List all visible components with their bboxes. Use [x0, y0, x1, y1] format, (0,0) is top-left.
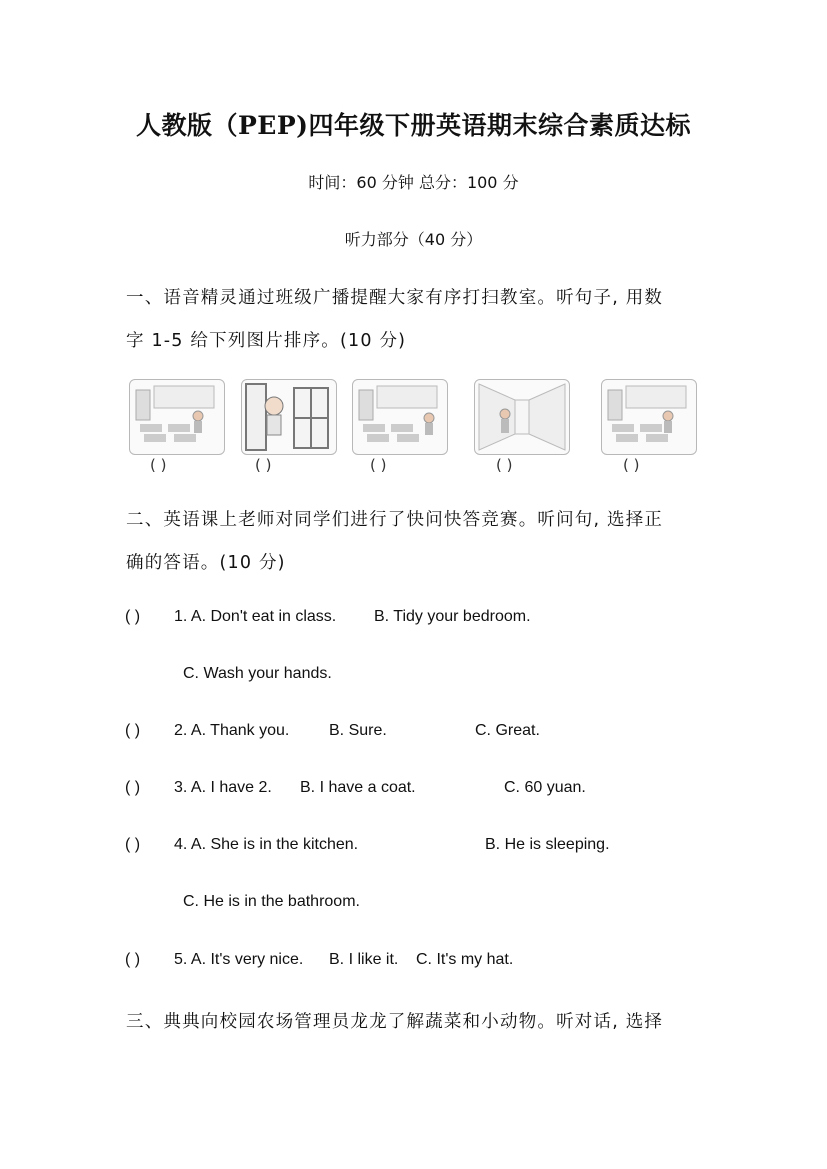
section2-instruction-line1: 二、英语课上老师对同学们进行了快问快答竞赛。听问句, 选择正 — [126, 510, 664, 530]
section1-instruction-line1: 一、语音精灵通过班级广播提醒大家有序打扫教室。听句子, 用数 — [126, 288, 664, 308]
listening-part-heading: 听力部分（40 分） — [344, 230, 483, 249]
classroom-picture-3 — [352, 379, 448, 455]
door-picture-2 — [241, 379, 337, 455]
question-2-option-b: B. Sure. — [329, 722, 387, 739]
classroom-picture-5 — [601, 379, 697, 455]
question-5-blank[interactable]: ( ) — [125, 951, 141, 968]
question-4-blank[interactable]: ( ) — [125, 836, 141, 853]
question-1-option-b: B. Tidy your bedroom. — [374, 608, 531, 625]
question-3-option-c: C. 60 yuan. — [504, 779, 586, 796]
answer-blank-4[interactable]: ( ) — [496, 456, 513, 474]
answer-blank-3[interactable]: ( ) — [370, 456, 387, 474]
classroom-picture-1 — [129, 379, 225, 455]
page-title: 人教版（PEP)四年级下册英语期末综合素质达标 — [136, 111, 691, 140]
question-2-option-c: C. Great. — [475, 722, 540, 739]
section1-instruction-line2: 字 1-5 给下列图片排序。(10 分) — [126, 331, 407, 351]
question-4-option-a: 4. A. She is in the kitchen. — [174, 836, 359, 853]
answer-blank-1[interactable]: ( ) — [150, 456, 167, 474]
section3-instruction-line1: 三、典典向校园农场管理员龙龙了解蔬菜和小动物。听对话, 选择 — [126, 1012, 664, 1032]
section2-instruction-line2: 确的答语。(10 分) — [126, 553, 286, 573]
hallway-picture-4 — [474, 379, 570, 455]
time-score: 时间：60 分钟 总分：100 分 — [308, 173, 519, 192]
question-5-option-a: 5. A. It's very nice. — [174, 951, 304, 968]
question-4-option-b: B. He is sleeping. — [485, 836, 610, 853]
question-2-option-a: 2. A. Thank you. — [174, 722, 290, 739]
question-5-option-c: C. It's my hat. — [416, 951, 514, 968]
question-2-blank[interactable]: ( ) — [125, 722, 141, 739]
question-1-option-c: C. Wash your hands. — [183, 665, 332, 682]
question-1-option-a: 1. A. Don't eat in class. — [174, 608, 337, 625]
question-5-option-b: B. I like it. — [329, 951, 399, 968]
question-3-blank[interactable]: ( ) — [125, 779, 141, 796]
question-1-blank[interactable]: ( ) — [125, 608, 141, 625]
question-3-option-b: B. I have a coat. — [300, 779, 416, 796]
question-3-option-a: 3. A. I have 2. — [174, 779, 272, 796]
question-4-option-c: C. He is in the bathroom. — [183, 893, 360, 910]
answer-blank-2[interactable]: ( ) — [255, 456, 272, 474]
answer-blank-5[interactable]: ( ) — [623, 456, 640, 474]
